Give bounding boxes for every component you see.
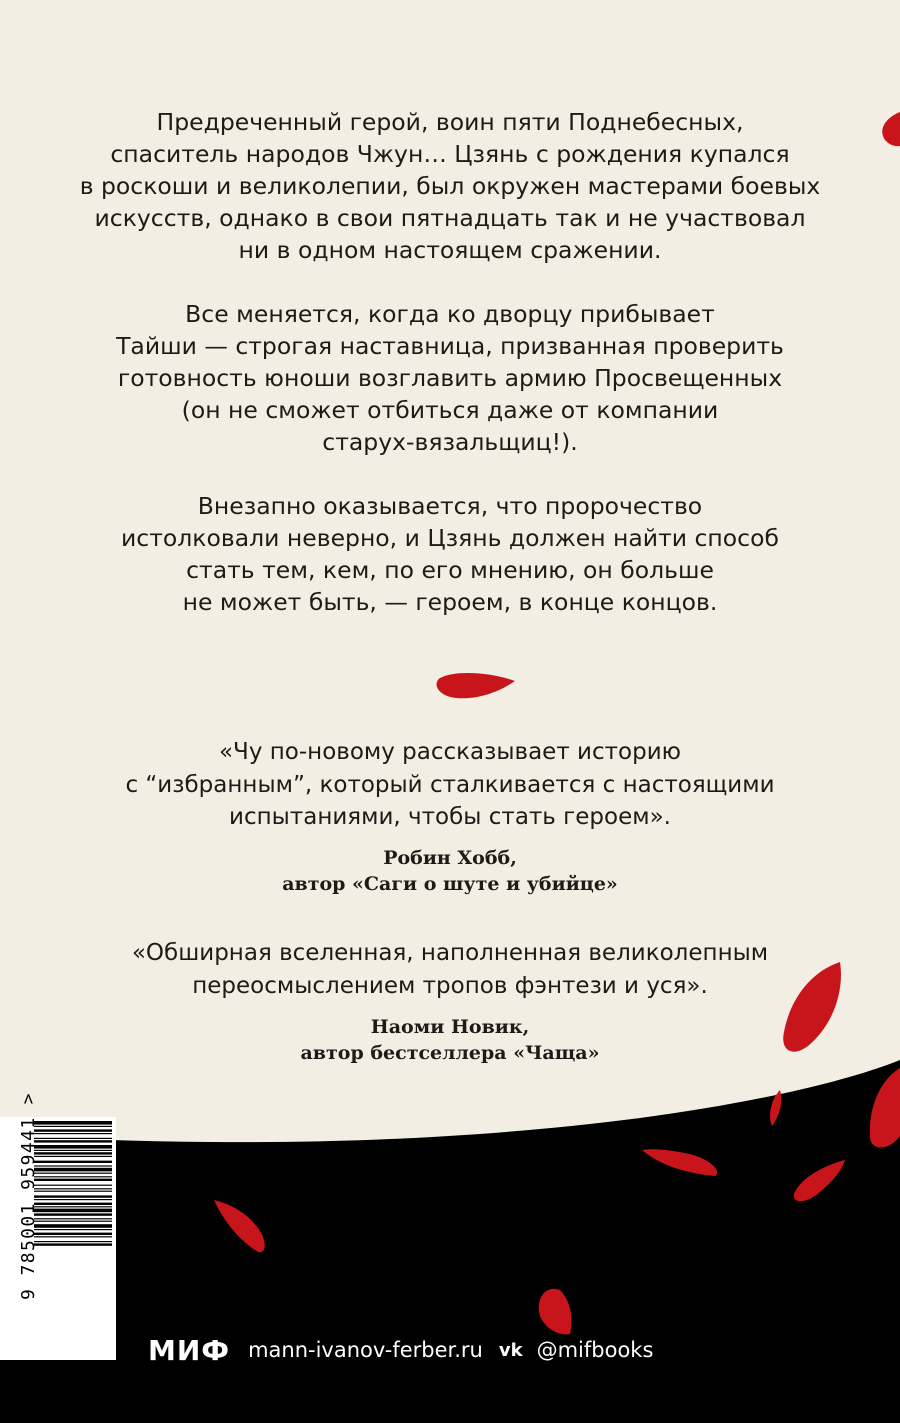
quote-line: с “избранным”, который сталкивается с настоящими xyxy=(125,771,775,798)
author-credit: автор «Саги о шуте и убийце» xyxy=(282,873,618,895)
review-author-1 xyxy=(0,845,900,897)
text-line: готовность юноши возглавить армию Просвещенных xyxy=(117,364,783,392)
description-paragraph-1 xyxy=(0,106,900,266)
review-quote-1 xyxy=(0,736,900,834)
petal-bottom-right xyxy=(794,1160,845,1201)
review-quote-2 xyxy=(0,937,900,1002)
vk-icon[interactable]: vk xyxy=(498,1339,523,1361)
text-line: истолковали неверно, и Цзянь должен найти способ xyxy=(121,524,779,552)
publisher-logo: МИФ xyxy=(148,1333,231,1367)
description-paragraph-2 xyxy=(0,298,900,458)
quote-line: «Чу по-новому рассказывает историю xyxy=(218,739,682,765)
text-line: (он не сможет отбиться даже от компании xyxy=(181,396,719,424)
publisher-website[interactable]: mann-ivanov-ferber.ru xyxy=(248,1338,483,1362)
text-line: Внезапно оказывается, что пророчество xyxy=(197,492,703,520)
isbn-digits: 9 785001 959441 > xyxy=(18,1091,39,1300)
text-line: спаситель народов Чжун… Цзянь с рождения купался xyxy=(110,140,790,168)
author-credit: автор бестселлера «Чаща» xyxy=(300,1042,600,1064)
petal-mid-dark xyxy=(642,1149,717,1176)
petal-small-right xyxy=(770,1090,781,1126)
text-line: Предреченный герой, воин пяти Поднебесных, xyxy=(156,108,744,136)
author-name: Робин Хобб, xyxy=(383,847,517,869)
social-handle[interactable]: @mifbooks xyxy=(536,1338,654,1362)
text-line: не может быть, — героем, в конце концов. xyxy=(182,588,718,616)
petal-left xyxy=(214,1200,265,1252)
text-line: Тайши — строгая наставница, призванная проверить xyxy=(116,332,784,360)
text-line: ни в одном настоящем сражении. xyxy=(238,236,662,264)
petal-center xyxy=(437,673,515,698)
text-line: в роскоши и великолепии, был окружен мастерами боевых xyxy=(79,172,821,200)
petal-bottom-center xyxy=(539,1289,572,1335)
author-name: Наоми Новик, xyxy=(370,1016,530,1038)
description-paragraph-3 xyxy=(0,490,900,618)
quote-line: «Обширная вселенная, наполненная великолепным xyxy=(131,940,769,966)
text-line: искусств, однако в свои пятнадцать так и не участвовал xyxy=(94,204,806,232)
text-line: стать тем, кем, по его мнению, он больше xyxy=(186,556,714,584)
quote-line: испытаниями, чтобы стать героем». xyxy=(229,804,671,830)
text-line: Все меняется, когда ко дворцу прибывает xyxy=(185,300,715,328)
petal-right-mid xyxy=(870,1068,900,1148)
review-author-2 xyxy=(0,1014,900,1066)
publisher-footer xyxy=(148,1330,653,1370)
quote-line: переосмыслением тропов фэнтези и уся». xyxy=(192,972,708,999)
text-line: старух-вязальщиц!). xyxy=(322,428,578,456)
